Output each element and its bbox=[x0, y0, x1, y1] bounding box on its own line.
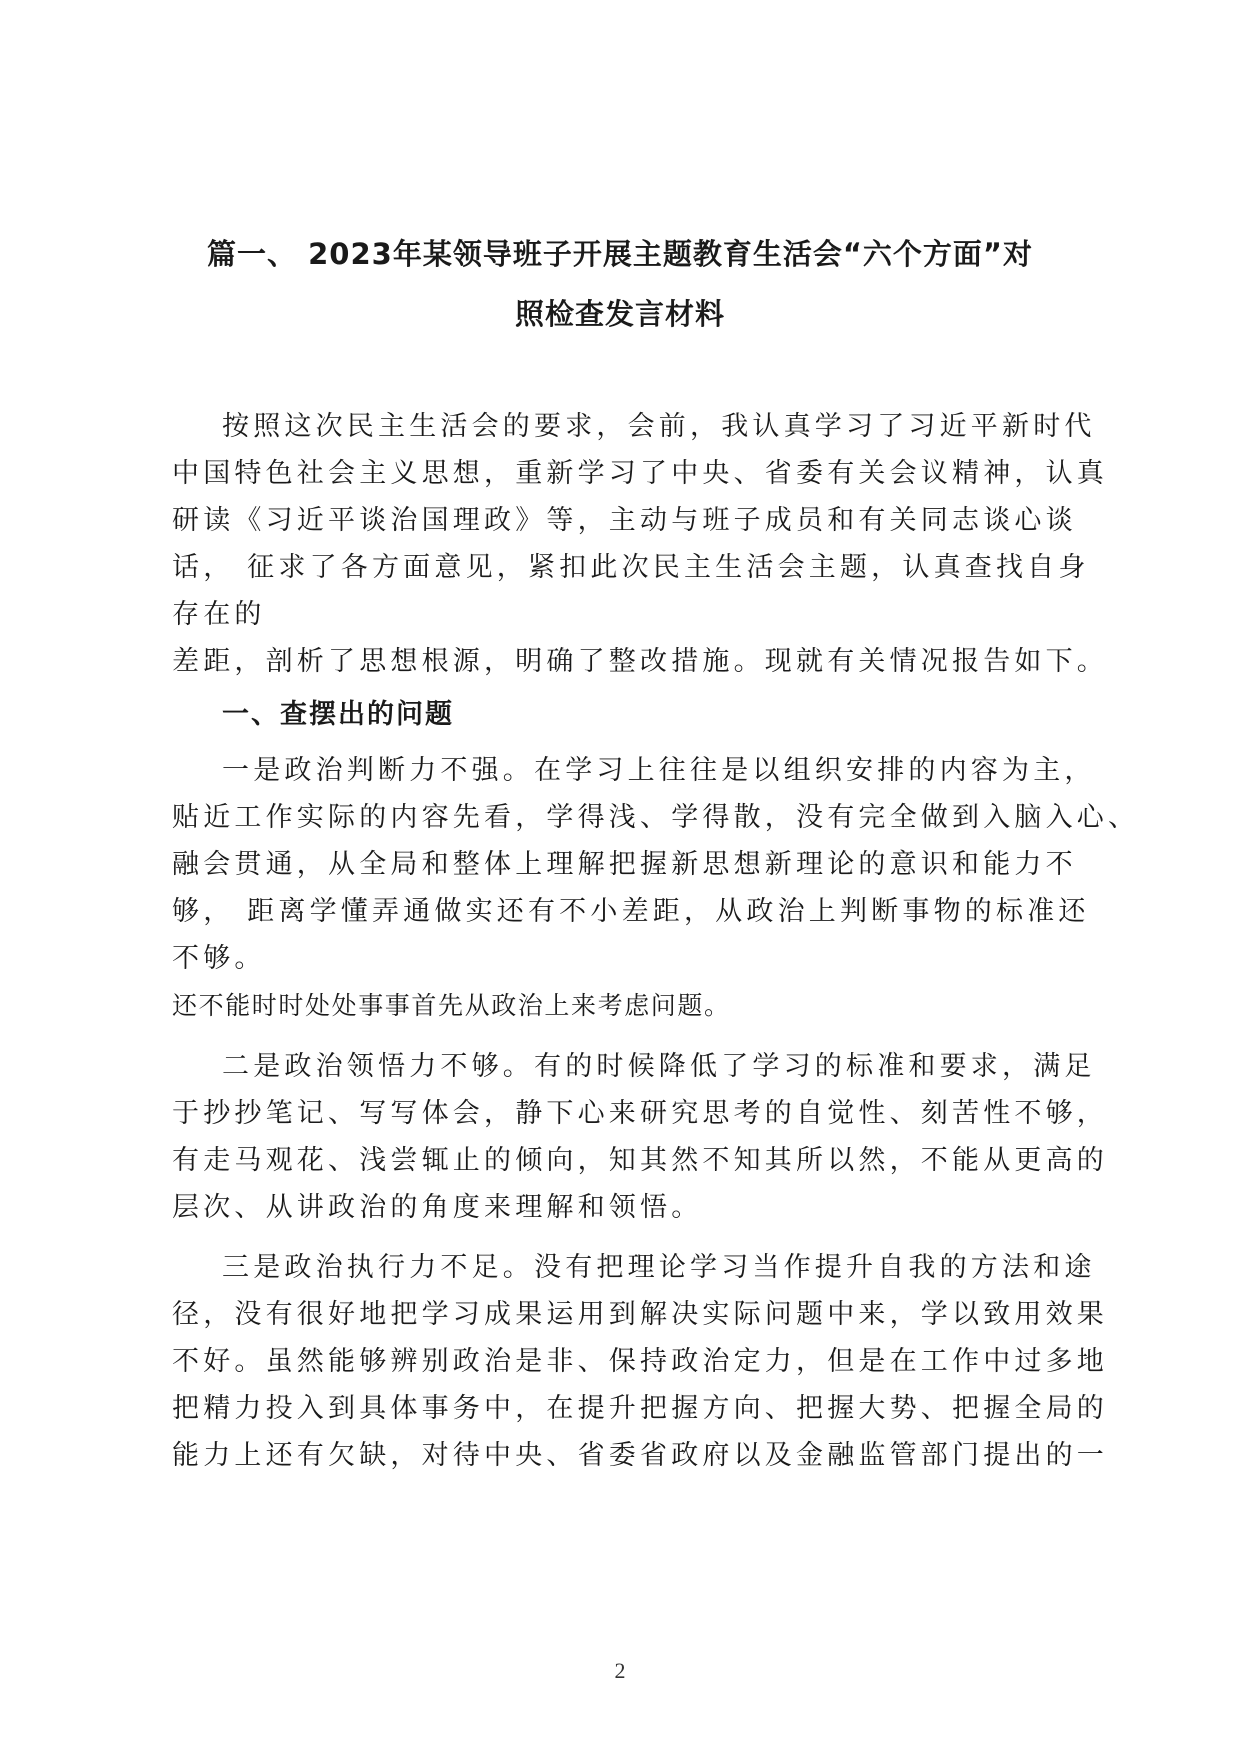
para1-line: 融会贯通，从全局和整体上理解把握新思想新理论的意识和能力不 bbox=[172, 849, 1077, 880]
para3-line: 不好。虽然能够辨别政治是非、保持政治定力，但是在工作中过多地 bbox=[172, 1346, 1108, 1377]
para2-line: 于抄抄笔记、写写体会，静下心来研究思考的自觉性、刻苦性不够， bbox=[172, 1098, 1108, 1129]
para3-line: 径，没有很好地把学习成果运用到解决实际问题中来，学以致用效果 bbox=[172, 1299, 1108, 1330]
para1-line: 贴近工作实际的内容先看，学得浅、学得散，没有完全做到入脑入心、 bbox=[172, 802, 1140, 833]
para3-line: 三是政治执行力不足。没有把理论学习当作提升自我的方法和途 bbox=[222, 1252, 1096, 1283]
intro-line: 差距，剖析了思想根源，明确了整改措施。现就有关情况报告如下。 bbox=[172, 646, 1108, 677]
para1-line: 还不能时时处处事事首先从政治上来考虑问题。 bbox=[172, 991, 731, 1020]
para2-line: 有走马观花、浅尝辄止的倾向，知其然不知其所以然，不能从更高的 bbox=[172, 1145, 1108, 1176]
para2-line: 二是政治领悟力不够。有的时候降低了学习的标准和要求，满足 bbox=[222, 1051, 1096, 1082]
section-heading: 一、查摆出的问题 bbox=[222, 699, 454, 730]
intro-line: 按照这次民主生活会的要求，会前，我认真学习了习近平新时代 bbox=[222, 411, 1096, 442]
para3-line: 能力上还有欠缺，对待中央、省委省政府以及金融监管部门提出的一 bbox=[172, 1440, 1108, 1471]
para3-line: 把精力投入到具体事务中，在提升把握方向、把握大势、把握全局的 bbox=[172, 1393, 1108, 1424]
page-number: 2 bbox=[614, 1658, 626, 1683]
para1-line: 够， 距离学懂弄通做实还有不小差距，从政治上判断事物的标准还 bbox=[172, 896, 1090, 927]
intro-line: 研读《习近平谈治国理政》等，主动与班子成员和有关同志谈心谈 bbox=[172, 505, 1077, 536]
intro-line: 中国特色社会主义思想，重新学习了中央、省委有关会议精神，认真 bbox=[172, 458, 1108, 489]
intro-line: 存在的 bbox=[172, 599, 266, 630]
para1-line: 一是政治判断力不强。在学习上往往是以组织安排的内容为主， bbox=[222, 755, 1096, 786]
document-title-line-1: 篇一、 2023年某领导班子开展主题教育生活会“六个方面”对 bbox=[207, 237, 1033, 271]
intro-line: 话， 征求了各方面意见，紧扣此次民主生活会主题，认真查找自身 bbox=[172, 552, 1090, 583]
para2-line: 层次、从讲政治的角度来理解和领悟。 bbox=[172, 1192, 703, 1223]
para1-line: 不够。 bbox=[172, 943, 266, 974]
document-title-line-2: 照检查发言材料 bbox=[514, 297, 725, 331]
